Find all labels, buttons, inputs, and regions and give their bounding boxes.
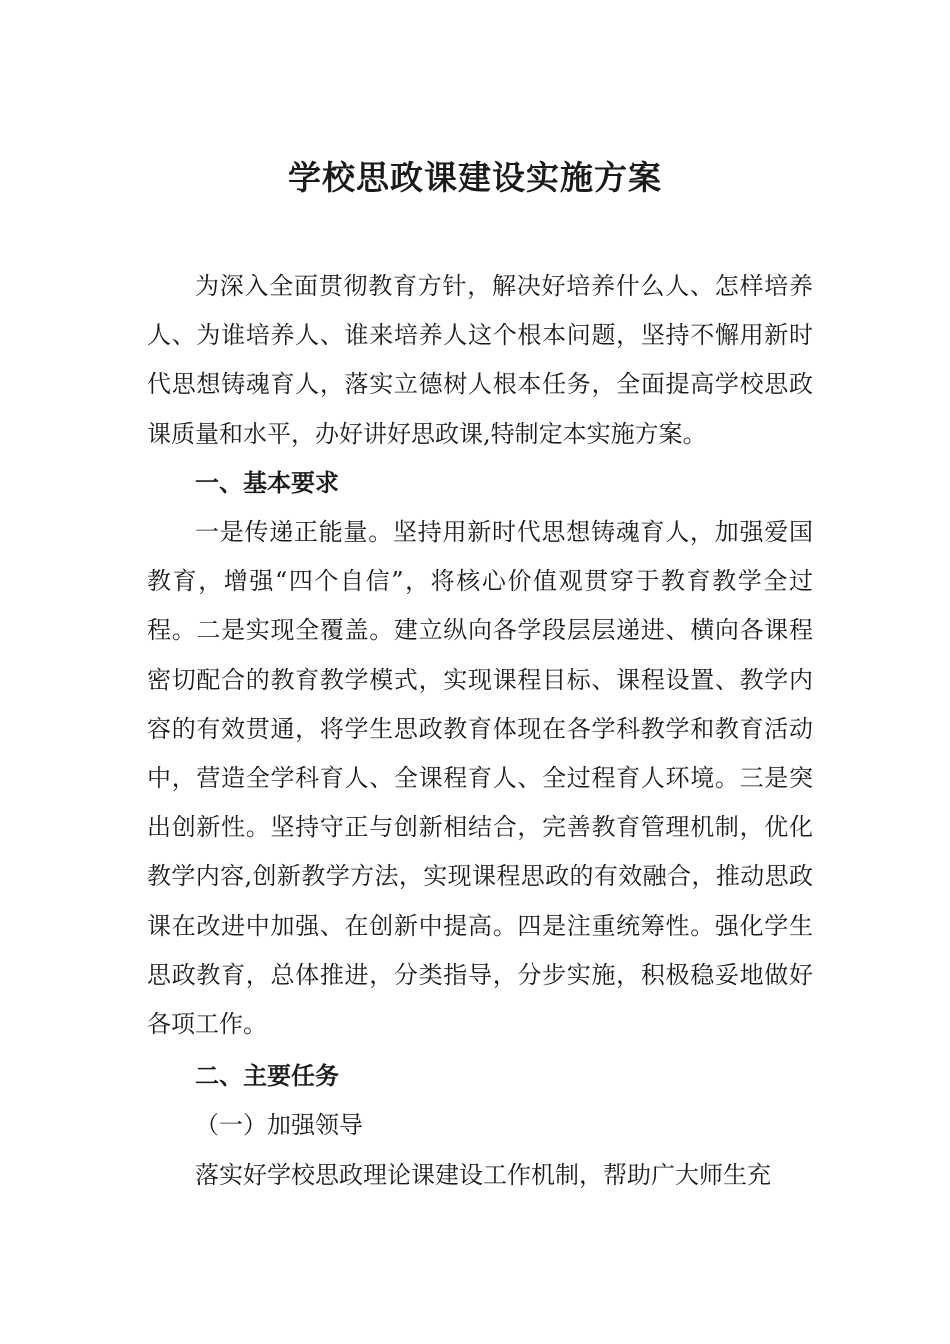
main-tasks-paragraph: 落实好学校思政理论课建设工作机制，帮助广大师生充 — [195, 1160, 771, 1189]
section-heading-basic-requirements: 一、基本要求 — [195, 468, 339, 497]
document-title: 学校思政课建设实施方案 — [288, 158, 662, 197]
basic-requirements-paragraph: 一是传递正能量。坚持用新时代思想铸魂育人，加强爱国教育，增强“四个自信”，将核心价值观贯穿于教育教学全过程。二是实现全覆盖。建立纵向各学段层层递进、横向各课程密切配合的教育教学模式，实现课程目标、课程设置、教学内容的有效贯通，将学生思政教育体现在各学科教学和教育活动中，营造全学科育人、全课程育人、全过程育人环境。三是突出创新性。坚持守正与创新相结合，完善教育管理机制，优化教学内容,创新教学方法，实现课程思政的有效融合，推动思政课在改进中加强、在创新中提高。四是注重统筹性。强化学生思政教育，总体推进，分类指导，分步实施，积极稳妥地做好各项工作。 — [147, 518, 813, 1039]
document-body — [147, 262, 813, 1200]
section-heading-main-tasks: 二、主要任务 — [195, 1062, 339, 1091]
subsection-heading-strengthen-leadership: （一）加强领导 — [195, 1111, 363, 1140]
intro-paragraph: 为深入全面贯彻教育方针，解决好培养什么人、怎样培养人、为谁培养人、谁来培养人这个根本问题，坚持不懈用新时代思想铸魂育人，落实立德树人根本任务，全面提高学校思政课质量和水平，办好讲好思政课,特制定本实施方案。 — [147, 272, 813, 448]
